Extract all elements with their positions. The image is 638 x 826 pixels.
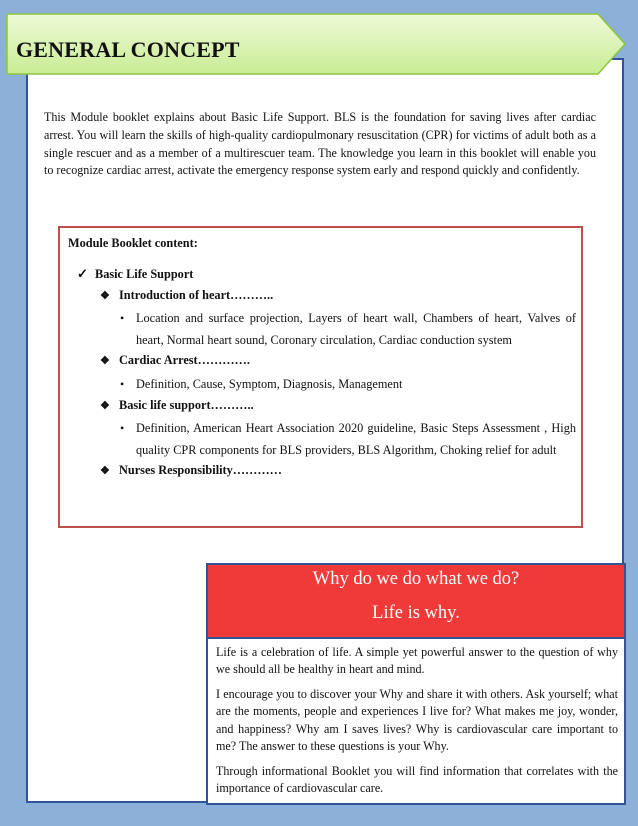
intro-paragraph: This Module booklet explains about Basic Life Support. BLS is the foundation for saving lives after cardiac arrest. You will learn the skills of high-quality cardiopulmonary resuscitation (CPR) for victims of adult both as a single rescuer and as a member of a multirescuer team. The knowledge you learn in this booklet will enable you to recognize cardiac arrest, activate the emergency response system early and respond quickly and confidently.	[44, 110, 596, 178]
contents-detail	[120, 308, 576, 351]
contents-section	[100, 398, 254, 413]
paragraph: Life is a celebration of life. A simple yet powerful answer to the question of why we should all be healthy in heart and mind.	[216, 645, 618, 677]
contents-detail-text: Location and surface projection, Layers of heart wall, Chambers of heart, Valves of heart, Normal heart sound, Coronary circulation, Cardiac conduction system	[136, 311, 576, 347]
diamond-bullet-icon: ❖	[100, 465, 110, 477]
diamond-bullet-icon: ❖	[100, 355, 110, 367]
contents-detail	[120, 374, 576, 396]
bullet-icon: •	[120, 421, 125, 435]
contents-section-title: Introduction of heart………..	[119, 288, 274, 302]
contents-section	[100, 288, 273, 303]
contents-section	[100, 353, 250, 368]
why-question: Why do we do what we do?	[312, 569, 520, 589]
contents-main-item	[77, 266, 193, 282]
page-title: GENERAL CONCEPT	[16, 37, 240, 62]
checkmark-icon: ✓	[77, 266, 88, 281]
contents-detail	[120, 418, 576, 461]
contents-heading: Module Booklet content:	[68, 236, 198, 250]
bullet-icon: •	[120, 377, 125, 391]
contents-section-title: Nurses Responsibility…………	[119, 463, 282, 477]
title-banner	[6, 13, 626, 75]
why-text-box	[206, 639, 626, 805]
bullet-icon: •	[120, 311, 125, 325]
contents-box	[58, 226, 583, 528]
paragraph: I encourage you to discover your Why and share it with others. Ask yourself; what are the moments, people and experiences I live for? What makes me joy, wonder, and happiness? Why am I saves lives? Why is cardiovascular care important to me? The answer to these questions is your Why.	[216, 687, 618, 754]
contents-section	[100, 463, 282, 478]
contents-detail-text: Definition, American Heart Association 2020 guideline, Basic Steps Assessment , High quality CPR components for BLS providers, BLS Algorithm, Choking relief for adult	[136, 421, 576, 457]
contents-detail-text: Definition, Cause, Symptom, Diagnosis, Management	[136, 377, 403, 391]
why-answer: Life is why.	[372, 603, 460, 623]
diamond-bullet-icon: ❖	[100, 290, 110, 302]
why-callout	[206, 563, 626, 639]
diamond-bullet-icon: ❖	[100, 400, 110, 412]
contents-section-title: Basic life support………..	[119, 398, 254, 412]
contents-section-title: Cardiac Arrest………….	[119, 353, 250, 367]
paragraph: Through informational Booklet you will find information that correlates with the importance of cardiovascular care.	[216, 764, 618, 796]
contents-main-label: Basic Life Support	[95, 266, 194, 281]
